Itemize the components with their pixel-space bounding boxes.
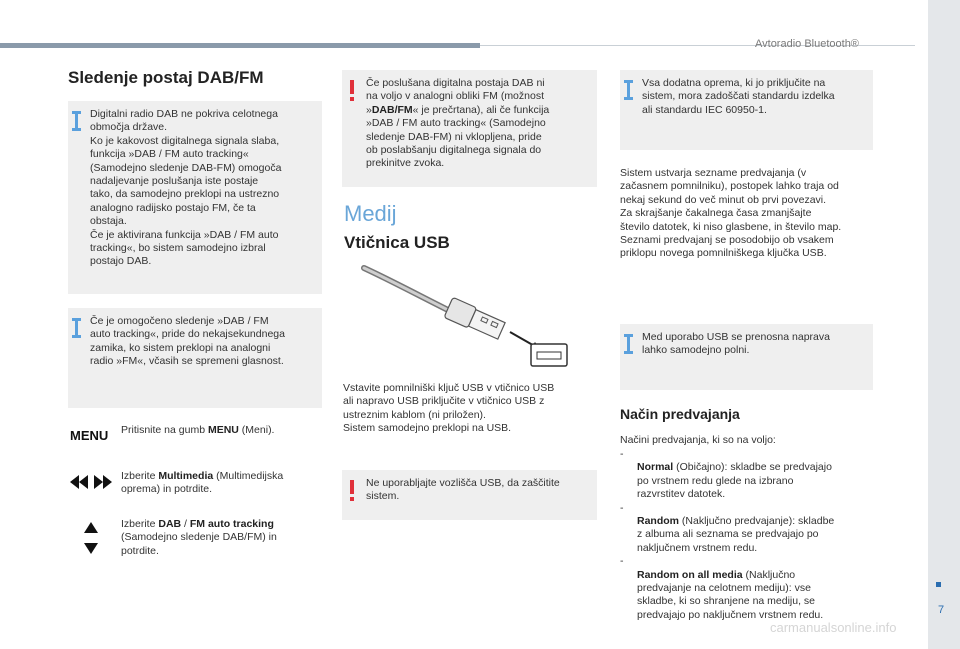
warning-icon — [350, 80, 354, 94]
playlist-paragraph: Sistem ustvarja sezname predvajanja (v začasnem pomnilniku), postopek lahko traja od nekaj sekund do več minut ob prvi povezavi. Za skrajšanje čakalnega časa zmanjšajte število datotek, ki niso glasbene, in število map. Seznami predvajanj se posodobijo ob vsakem priklopu novega pomnilniškega ključka USB. — [620, 167, 842, 260]
usb-instructions: Vstavite pomnilniški ključ USB v vtičnico USB ali napravo USB priključite v vtičnico USB z ustreznim kablom (ni priložen). Sistem samodejno preklopi na USB. — [343, 382, 555, 435]
warning-text: Ne uporabljajte vozlišča USB, da zaščitite sistem. — [366, 477, 560, 503]
left-right-arrows-icon — [70, 474, 112, 490]
info-text: Med uporabo USB se prenosna naprava lahko samodejno polni. — [642, 331, 830, 357]
info-box-charging — [620, 324, 873, 390]
header-title: Avtoradio Bluetooth® — [755, 38, 859, 50]
page-marker — [936, 582, 941, 587]
page-number: 7 — [938, 604, 945, 616]
step-1-text: Pritisnite na gumb MENU (Meni). — [121, 424, 275, 436]
info-icon — [75, 318, 78, 338]
info-box-standard — [620, 70, 873, 150]
warning-text: Če poslušana digitalna postaja DAB ni na voljo v analogni obliki FM (možnost »DAB/FM« je prečrtana), ali če funkcija »DAB / FM auto tracking« (Samodejno sledenje DAB-FM) ni vklopljena, pride ob poslabšanju digitalnega signala do prekinitve zvoka. — [366, 77, 550, 170]
watermark: carmanualsonline.info — [770, 620, 897, 635]
info-icon — [627, 80, 630, 100]
menu-button-icon: MENU — [70, 428, 109, 443]
playback-modes-list — [620, 448, 880, 622]
up-down-arrows-icon — [84, 522, 98, 554]
warning-icon — [350, 480, 354, 494]
warning-box-dab-fm — [342, 70, 597, 187]
step-2-text: Izberite Multimedia (Multimedijska oprema) in potrdite. — [121, 470, 284, 496]
usb-plug-illustration — [360, 262, 575, 374]
list-item: - Random on all media (Naključno predvajanje na celotnem mediju): vse skladbe, ki so shranjene na mediju, se predvajajo po naključnem vrstnem redu. — [620, 555, 824, 621]
section-heading-playback: Način predvajanja — [620, 406, 740, 422]
list-item: - Normal (Običajno): skladbe se predvajajo po vrstnem redu glede na izbrano razvrstitev datotek. — [620, 448, 832, 501]
info-text: Digitalni radio DAB ne pokriva celotnega območja države. Ko je kakovost digitalnega signala slaba, funkcija »DAB / FM auto tracking« (Samodejno sledenje DAB-FM) omogoča nadaljevanje poslušanja iste postaje tako, da samodejno preklopi na ustrezno analogno radijsko postajo FM, če ta obstaja. Če je aktivirana funkcija »DAB / FM auto tracking«, bo sistem samodejno izbral postajo DAB. — [90, 108, 282, 268]
list-item: - Random (Naključno predvajanje): skladbe z albuma ali seznama se predvajajo po naključnem vrstnem redu. — [620, 501, 835, 554]
info-icon — [75, 111, 78, 131]
playback-intro: Načini predvajanja, ki so na voljo: — [620, 434, 776, 446]
info-text: Vsa dodatna oprema, ki jo priključite na sistem, mora zadoščati standardu izdelka ali standardu IEC 60950-1. — [642, 77, 835, 116]
header-rule — [0, 43, 480, 48]
info-box-tracking — [68, 308, 322, 408]
info-text: Če je omogočeno sledenje »DAB / FM auto tracking«, pride do nekajsekundnega zamika, ko sistem preklopi na analogni radio »FM«, včasih se spremeni glasnost. — [90, 315, 285, 368]
side-strip — [928, 0, 960, 649]
info-icon — [627, 334, 630, 354]
info-box-dab — [68, 101, 322, 294]
section-heading-usb: Vtičnica USB — [344, 233, 450, 252]
warning-box-usb-hub — [342, 470, 597, 520]
section-heading-dab: Sledenje postaj DAB/FM — [68, 68, 264, 87]
step-3-text: Izberite DAB / FM auto tracking (Samodejno sledenje DAB/FM) in potrdite. — [121, 518, 277, 557]
section-medij: Medij — [344, 201, 397, 226]
